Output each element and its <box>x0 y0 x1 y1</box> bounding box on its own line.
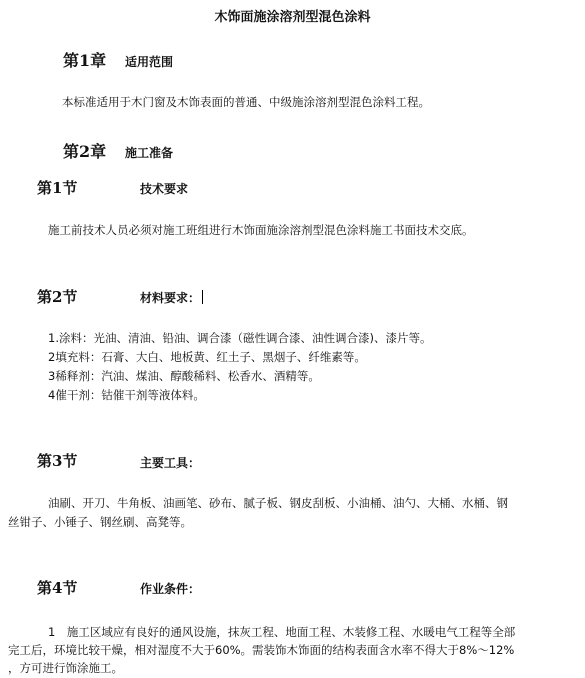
chapter-2-number: 第2章 <box>63 142 107 161</box>
section-1-name: 技术要求 <box>140 182 189 196</box>
material-item: 1.涂料：光油、清油、铅油、调合漆（磁性调合漆、油性调合漆)、漆片等。 <box>48 331 432 345</box>
section-4-text-line-3: ，方可进行饰涂施工。 <box>8 661 123 675</box>
chapter-2-name: 施工准备 <box>125 146 174 160</box>
section-2-number: 第2节 <box>37 288 78 306</box>
chapter-1-name: 适用范围 <box>125 55 174 69</box>
section-3-text-line-1: 油刷、开刀、牛角板、油画笔、砂布、腻子板、钢皮刮板、小油桶、油勺、大桶、水桶、钢 <box>48 496 508 510</box>
chapter-1-text: 本标准适用于木门窗及木饰表面的普通、中级施涂溶剂型混色涂料工程。 <box>62 95 430 109</box>
material-item: 4催干剂：钴催干剂等液体料。 <box>48 388 205 402</box>
section-4-text-line-2: 完工后，环境比较干燥，相对湿度不大于60%。需装饰木饰面的结构表面含水率不得大于8%～12% <box>8 643 515 657</box>
material-item: 3稀释剂：汽油、煤油、醇酸稀料、松香水、酒精等。 <box>48 369 320 383</box>
section-4-number: 第4节 <box>37 579 78 597</box>
chapter-1-number: 第1章 <box>63 51 107 70</box>
section-4-name: 作业条件： <box>140 582 201 596</box>
section-3-text-line-2: 丝钳子、小锤子、钢丝刷、高凳等。 <box>8 515 192 529</box>
section-2-name: 材料要求： <box>140 291 201 305</box>
document-title: 木饰面施涂溶剂型混色涂料 <box>214 10 371 25</box>
text-cursor <box>202 290 203 304</box>
section-3-number: 第3节 <box>37 452 78 470</box>
section-1-text: 施工前技术人员必须对施工班组进行木饰面施涂溶剂型混色涂料施工书面技术交底。 <box>48 223 474 237</box>
section-4-text-line-1: 1 施工区域应有良好的通风设施，抹灰工程、地面工程、木装修工程、水暖电气工程等全部 <box>48 625 516 639</box>
material-item: 2填充料：石膏、大白、地板黄、红土子、黑烟子、纤维素等。 <box>48 350 366 364</box>
section-3-name: 主要工具： <box>140 456 201 470</box>
section-1-number: 第1节 <box>37 179 78 197</box>
section-2-heading <box>140 289 203 306</box>
